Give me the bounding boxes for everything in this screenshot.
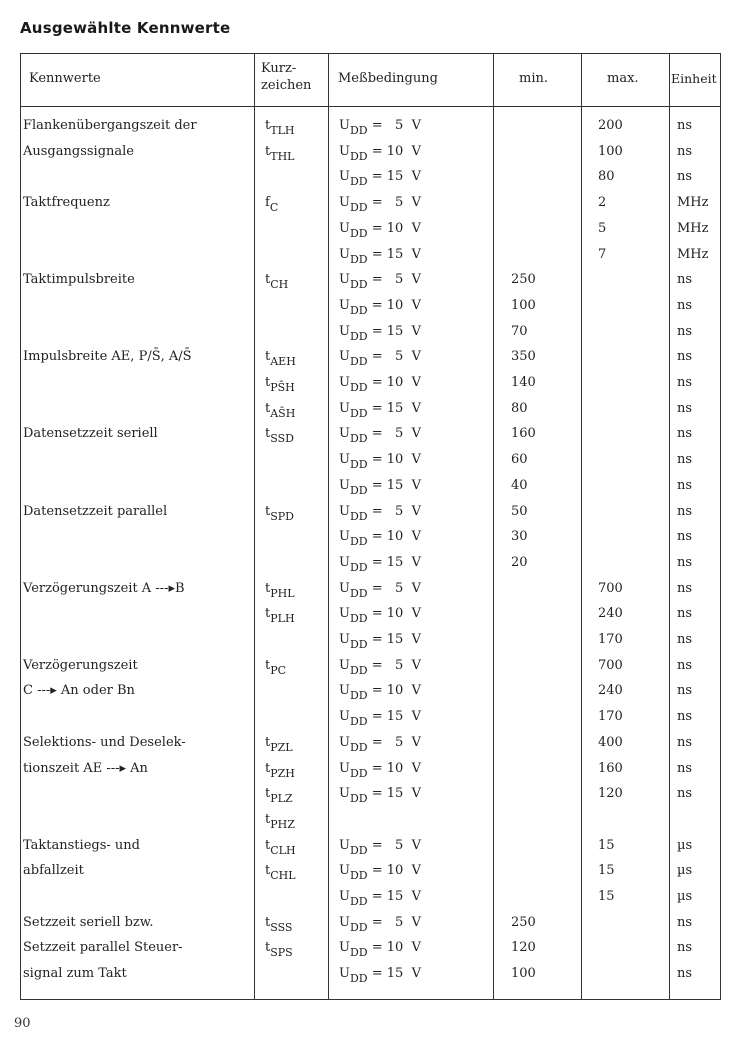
condition-value: = 10 V: [367, 375, 421, 390]
row-condition: [339, 734, 421, 754]
udd-subscript: DD: [349, 740, 368, 754]
row-condition: [339, 297, 421, 317]
row-condition: [339, 863, 421, 883]
udd-subscript: DD: [349, 766, 368, 780]
row-unit: ns: [677, 683, 693, 699]
row-symbol: [265, 734, 293, 754]
symbol-subscript: SPS: [270, 946, 293, 960]
udd-subscript: DD: [349, 895, 368, 908]
row-label: signal zum Takt: [23, 966, 127, 982]
row-unit: ns: [677, 760, 693, 776]
udd-subscript: DD: [349, 972, 368, 986]
condition-value: = 15 V: [367, 966, 421, 982]
symbol-subscript: THL: [270, 149, 295, 163]
header-kennwerte: Kennwerte: [29, 71, 101, 86]
symbol-subscript: SSD: [270, 432, 294, 446]
row-unit: ns: [677, 940, 693, 956]
udd-letter: U: [339, 760, 350, 776]
characteristics-table: [20, 53, 721, 1000]
symbol-letter: t: [265, 914, 271, 930]
symbol-letter: t: [265, 118, 271, 133]
row-condition: [339, 195, 421, 215]
row-label: Verzögerungszeit A ---▸B: [23, 580, 185, 596]
row-condition: [339, 786, 421, 806]
symbol-subscript: PZL: [270, 740, 293, 754]
udd-subscript: DD: [349, 201, 368, 215]
condition-value: = 10 V: [367, 529, 421, 545]
row-unit: ns: [677, 400, 693, 416]
row-label: tionszeit AE ---▸ An: [23, 760, 148, 776]
udd-letter: U: [339, 400, 350, 416]
row-label: Datensetzzeit parallel: [23, 503, 168, 519]
symbol-letter: t: [265, 863, 271, 879]
udd-letter: U: [339, 349, 350, 365]
row-unit: ns: [677, 580, 693, 596]
row-max: 700: [598, 657, 623, 673]
row-max: 7: [598, 246, 607, 262]
udd-letter: U: [339, 889, 350, 904]
row-unit: µs: [677, 837, 693, 853]
row-max: 5: [598, 220, 607, 236]
udd-subscript: DD: [349, 406, 368, 420]
symbol-subscript: CHL: [270, 869, 296, 883]
row-min: 120: [511, 940, 536, 956]
udd-letter: U: [339, 940, 350, 956]
udd-subscript: DD: [349, 638, 368, 651]
header-kurz-line2: zeichen: [261, 78, 312, 93]
condition-value: = 15 V: [367, 246, 421, 262]
udd-subscript: DD: [349, 920, 368, 934]
row-symbol: [265, 375, 295, 394]
row-condition: [339, 606, 421, 626]
udd-subscript: DD: [349, 303, 368, 317]
row-max: 15: [598, 863, 615, 879]
udd-subscript: DD: [349, 124, 368, 137]
udd-subscript: DD: [349, 715, 368, 729]
header-kurzzeichen: [261, 60, 311, 94]
row-label: Verzögerungszeit: [23, 657, 138, 673]
row-symbol: [265, 503, 294, 523]
row-condition: [339, 760, 421, 780]
row-label: Flankenübergangszeit der: [23, 118, 197, 133]
row-max: 400: [598, 734, 623, 750]
udd-letter: U: [339, 580, 350, 596]
row-unit: ns: [677, 477, 693, 493]
symbol-letter: t: [265, 143, 271, 159]
row-symbol: [265, 606, 295, 626]
row-symbol: [265, 195, 279, 215]
symbol-letter: t: [265, 734, 271, 750]
symbol-letter: t: [265, 811, 271, 827]
row-min: 50: [511, 503, 528, 519]
symbol-letter: t: [265, 940, 271, 956]
udd-subscript: DD: [349, 509, 368, 523]
row-max: 240: [598, 683, 623, 699]
header-min: min.: [519, 71, 548, 86]
row-max: 170: [598, 632, 623, 647]
row-min: 350: [511, 349, 536, 365]
row-symbol: [265, 811, 295, 831]
condition-value: = 10 V: [367, 452, 421, 468]
udd-subscript: DD: [349, 946, 368, 960]
condition-value: = 10 V: [367, 760, 421, 776]
row-symbol: [265, 426, 294, 446]
condition-value: = 10 V: [367, 143, 421, 159]
row-unit: ns: [677, 349, 693, 365]
row-min: 40: [511, 477, 528, 493]
row-unit: MHz: [677, 220, 709, 236]
row-condition: [339, 272, 421, 292]
row-condition: [339, 914, 421, 934]
row-condition: [339, 246, 421, 266]
condition-value: = 15 V: [367, 632, 421, 647]
udd-letter: U: [339, 554, 350, 570]
row-symbol: [265, 837, 296, 857]
udd-letter: U: [339, 657, 350, 673]
row-min: 250: [511, 914, 536, 930]
row-unit: ns: [677, 452, 693, 468]
row-unit: ns: [677, 323, 693, 339]
row-condition: [339, 426, 421, 446]
symbol-subscript: PZH: [270, 766, 295, 780]
condition-value: = 5 V: [367, 837, 421, 853]
udd-letter: U: [339, 220, 350, 236]
row-unit: ns: [677, 734, 693, 750]
row-condition: [339, 118, 421, 137]
udd-letter: U: [339, 195, 350, 211]
row-unit: ns: [677, 632, 693, 647]
udd-letter: U: [339, 734, 350, 750]
symbol-subscript: PHZ: [270, 817, 295, 831]
row-condition: [339, 657, 421, 677]
udd-subscript: DD: [349, 278, 368, 292]
symbol-subscript: PS̄H: [270, 381, 295, 394]
row-unit: ns: [677, 143, 693, 159]
row-max: 80: [598, 169, 615, 185]
row-max: 240: [598, 606, 623, 622]
condition-value: = 5 V: [367, 657, 421, 673]
symbol-subscript: PC: [270, 663, 287, 677]
symbol-letter: t: [265, 400, 271, 416]
symbol-letter: t: [265, 786, 271, 802]
row-unit: ns: [677, 709, 693, 725]
row-max: 15: [598, 889, 615, 904]
row-min: 70: [511, 323, 528, 339]
page-number: 90: [14, 1016, 31, 1031]
row-label: Selektions- und Deselek-: [23, 734, 186, 750]
udd-letter: U: [339, 863, 350, 879]
row-unit: ns: [677, 554, 693, 570]
condition-value: = 15 V: [367, 889, 421, 904]
udd-subscript: DD: [349, 792, 368, 806]
udd-subscript: DD: [349, 612, 368, 626]
row-max: 100: [598, 143, 623, 159]
row-symbol: [265, 863, 296, 883]
row-condition: [339, 503, 421, 523]
udd-subscript: DD: [349, 226, 368, 240]
row-label: Datensetzzeit seriell: [23, 426, 158, 442]
row-unit: MHz: [677, 246, 709, 262]
symbol-subscript: SSS: [270, 920, 293, 934]
row-symbol: [265, 760, 295, 780]
condition-value: = 15 V: [367, 477, 421, 493]
row-min: 160: [511, 426, 536, 442]
row-condition: [339, 580, 421, 600]
row-condition: [339, 837, 421, 857]
row-condition: [339, 143, 421, 163]
row-min: 250: [511, 272, 536, 288]
condition-value: = 5 V: [367, 503, 421, 519]
row-min: 140: [511, 375, 536, 390]
udd-letter: U: [339, 503, 350, 519]
row-unit: µs: [677, 889, 693, 904]
udd-subscript: DD: [349, 355, 368, 369]
row-symbol: [265, 400, 296, 420]
row-label: C ---▸ An oder Bn: [23, 683, 135, 699]
row-unit: ns: [677, 657, 693, 673]
condition-value: = 15 V: [367, 709, 421, 725]
udd-letter: U: [339, 143, 350, 159]
udd-subscript: DD: [349, 689, 368, 703]
udd-subscript: DD: [349, 329, 368, 343]
symbol-subscript: PLH: [270, 612, 295, 626]
row-condition: [339, 323, 421, 343]
row-condition: [339, 375, 421, 394]
row-symbol: [265, 786, 293, 806]
row-unit: MHz: [677, 195, 709, 211]
udd-letter: U: [339, 452, 350, 468]
condition-value: = 5 V: [367, 195, 421, 211]
symbol-letter: t: [265, 503, 271, 519]
condition-value: = 5 V: [367, 914, 421, 930]
row-unit: ns: [677, 297, 693, 313]
column-divider: [254, 54, 255, 999]
udd-subscript: DD: [349, 458, 368, 472]
row-unit: ns: [677, 503, 693, 519]
udd-subscript: DD: [349, 149, 368, 163]
row-label: abfallzeit: [23, 863, 84, 879]
row-condition: [339, 889, 421, 908]
udd-subscript: DD: [349, 843, 368, 857]
condition-value: = 15 V: [367, 554, 421, 570]
column-divider: [493, 54, 494, 999]
symbol-letter: t: [265, 375, 271, 390]
row-condition: [339, 349, 421, 369]
row-condition: [339, 683, 421, 703]
udd-letter: U: [339, 837, 350, 853]
condition-value: = 5 V: [367, 349, 421, 365]
row-unit: ns: [677, 272, 693, 288]
header-messbedingung: Meßbedingung: [338, 71, 438, 86]
header-kurz-line1: Kurz-: [261, 61, 297, 76]
row-unit: ns: [677, 426, 693, 442]
row-condition: [339, 940, 421, 960]
row-symbol: [265, 143, 295, 163]
condition-value: = 10 V: [367, 220, 421, 236]
symbol-letter: f: [265, 195, 270, 211]
symbol-subscript: PHL: [270, 586, 295, 600]
row-condition: [339, 477, 421, 497]
row-symbol: [265, 657, 287, 677]
row-condition: [339, 452, 421, 472]
condition-value: = 5 V: [367, 426, 421, 442]
row-max: 700: [598, 580, 623, 596]
udd-letter: U: [339, 169, 350, 185]
condition-value: = 10 V: [367, 297, 421, 313]
column-divider: [328, 54, 329, 999]
header-max: max.: [607, 71, 639, 86]
udd-letter: U: [339, 966, 350, 982]
row-unit: ns: [677, 786, 693, 802]
condition-value: = 5 V: [367, 272, 421, 288]
condition-value: = 15 V: [367, 169, 421, 185]
row-unit: ns: [677, 966, 693, 982]
udd-letter: U: [339, 118, 350, 133]
udd-subscript: DD: [349, 252, 368, 266]
udd-letter: U: [339, 246, 350, 262]
udd-subscript: DD: [349, 175, 368, 189]
row-condition: [339, 554, 421, 574]
row-symbol: [265, 349, 296, 369]
row-unit: µs: [677, 863, 693, 879]
udd-subscript: DD: [349, 869, 368, 883]
condition-value: = 10 V: [367, 940, 421, 956]
column-divider: [581, 54, 582, 999]
condition-value: = 5 V: [367, 580, 421, 596]
row-min: 60: [511, 452, 528, 468]
row-min: 100: [511, 297, 536, 313]
row-max: 2: [598, 195, 607, 211]
row-condition: [339, 400, 421, 420]
row-unit: ns: [677, 118, 693, 133]
condition-value: = 5 V: [367, 734, 421, 750]
row-unit: ns: [677, 914, 693, 930]
row-condition: [339, 709, 421, 729]
udd-subscript: DD: [349, 560, 368, 574]
row-max: 200: [598, 118, 623, 133]
udd-letter: U: [339, 272, 350, 288]
symbol-subscript: AS̄H: [270, 406, 296, 420]
symbol-subscript: AEH: [270, 355, 296, 369]
symbol-subscript: CLH: [270, 843, 296, 857]
row-symbol: [265, 914, 293, 934]
row-max: 160: [598, 760, 623, 776]
row-unit: ns: [677, 375, 693, 390]
condition-value: = 10 V: [367, 683, 421, 699]
row-condition: [339, 220, 421, 240]
row-min: 100: [511, 966, 536, 982]
symbol-letter: t: [265, 657, 271, 673]
udd-letter: U: [339, 323, 350, 339]
udd-letter: U: [339, 632, 350, 647]
row-max: 170: [598, 709, 623, 725]
header-divider: [21, 106, 720, 107]
udd-subscript: DD: [349, 586, 368, 600]
row-unit: ns: [677, 606, 693, 622]
udd-subscript: DD: [349, 535, 368, 549]
symbol-letter: t: [265, 272, 271, 288]
row-condition: [339, 169, 421, 189]
row-label: Taktfrequenz: [23, 195, 110, 211]
udd-letter: U: [339, 786, 350, 802]
row-symbol: [265, 940, 293, 960]
condition-value: = 15 V: [367, 786, 421, 802]
condition-value: = 15 V: [367, 323, 421, 339]
row-condition: [339, 632, 421, 651]
symbol-subscript: TLH: [270, 124, 295, 137]
row-label: Setzzeit parallel Steuer-: [23, 940, 183, 956]
row-label: Taktanstiegs- und: [23, 837, 140, 853]
row-condition: [339, 529, 421, 549]
symbol-letter: t: [265, 349, 271, 365]
udd-subscript: DD: [349, 663, 368, 677]
row-min: 30: [511, 529, 528, 545]
row-symbol: [265, 118, 295, 137]
row-label: Impulsbreite AE, P/S̄, A/S̄: [23, 349, 192, 365]
row-min: 20: [511, 554, 528, 570]
row-symbol: [265, 272, 289, 292]
section-title: Ausgewählte Kennwerte: [20, 19, 231, 37]
udd-letter: U: [339, 426, 350, 442]
row-max: 15: [598, 837, 615, 853]
udd-letter: U: [339, 297, 350, 313]
symbol-subscript: SPD: [270, 509, 294, 523]
row-label: Setzzeit seriell bzw.: [23, 914, 154, 930]
condition-value: = 5 V: [367, 118, 421, 133]
udd-subscript: DD: [349, 381, 368, 394]
symbol-letter: t: [265, 426, 271, 442]
condition-value: = 10 V: [367, 606, 421, 622]
column-divider: [669, 54, 670, 999]
udd-subscript: DD: [349, 432, 368, 446]
row-symbol: [265, 580, 295, 600]
condition-value: = 10 V: [367, 863, 421, 879]
symbol-letter: t: [265, 580, 271, 596]
udd-letter: U: [339, 529, 350, 545]
symbol-letter: t: [265, 837, 271, 853]
symbol-subscript: CH: [270, 278, 289, 292]
row-min: 80: [511, 400, 528, 416]
udd-letter: U: [339, 914, 350, 930]
header-einheit: Einheit: [671, 71, 717, 86]
row-label: Ausgangssignale: [23, 143, 134, 159]
symbol-letter: t: [265, 760, 271, 776]
row-unit: ns: [677, 169, 693, 185]
condition-value: = 15 V: [367, 400, 421, 416]
row-max: 120: [598, 786, 623, 802]
udd-letter: U: [339, 683, 350, 699]
udd-subscript: DD: [349, 483, 368, 497]
udd-letter: U: [339, 375, 350, 390]
udd-letter: U: [339, 477, 350, 493]
row-label: Taktimpulsbreite: [23, 272, 135, 288]
udd-letter: U: [339, 606, 350, 622]
symbol-subscript: PLZ: [270, 792, 293, 806]
symbol-letter: t: [265, 606, 271, 622]
udd-letter: U: [339, 709, 350, 725]
row-condition: [339, 966, 421, 986]
symbol-subscript: C: [269, 201, 279, 215]
row-unit: ns: [677, 529, 693, 545]
